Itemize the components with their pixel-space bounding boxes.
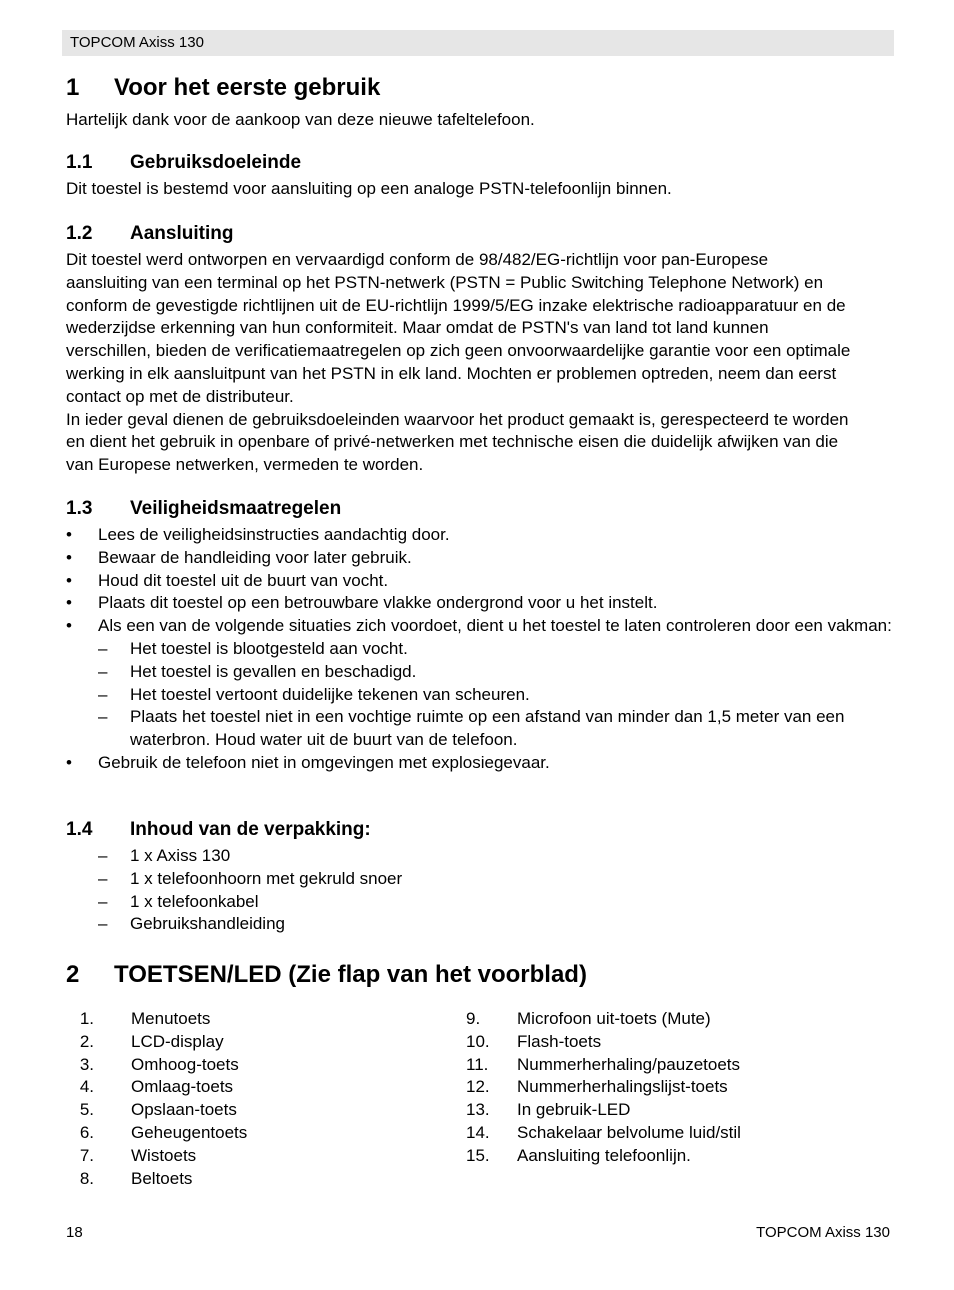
section-number: 1	[66, 74, 80, 101]
sub-list-item	[66, 638, 896, 661]
section-number: 2	[66, 961, 80, 988]
item-text: LCD-display	[131, 1031, 224, 1051]
list-item	[66, 524, 896, 547]
list-item-text: Plaats dit toestel op een betrouwbare vlakke ondergrond voor u het instelt.	[98, 593, 658, 613]
sub-list-item-text: Plaats het toestel niet in een vochtige ruimte op een afstand van minder dan 1,5 meter van een waterbron. Houd water uit de buurt van de telefoon.	[130, 707, 845, 750]
sub-list-item-text: 1 x telefoonkabel	[130, 891, 259, 911]
safety-list	[66, 524, 896, 775]
key-list-item	[452, 1031, 892, 1054]
bullet-icon: •	[66, 752, 72, 772]
bullet-icon: •	[66, 616, 72, 636]
page-number: 18	[66, 1224, 83, 1241]
item-number: 7.	[79, 1145, 94, 1165]
sub-list-item	[66, 706, 896, 752]
paragraph-line: Dit toestel werd ontworpen en vervaardigd conform de 98/482/EG-richtlijn voor pan-Europese	[66, 250, 769, 269]
item-number: 5.	[79, 1100, 94, 1120]
item-number: 15.	[466, 1145, 490, 1165]
subsection-number: 1.3	[66, 498, 93, 519]
item-text: Microfoon uit-toets (Mute)	[517, 1009, 711, 1028]
paragraph-line: werking in elk aansluitpunt van het PSTN in elk land. Mochten er problemen optreden, neem dan eerst	[66, 363, 837, 383]
key-list-item	[452, 1122, 892, 1145]
key-list-item	[66, 1168, 436, 1191]
dash-icon: –	[98, 846, 108, 865]
item-number: 12.	[466, 1077, 490, 1097]
paragraph-line: contact op met de distributeur.	[66, 386, 294, 406]
list-item	[66, 615, 896, 638]
keys-list-right	[452, 1008, 892, 1168]
item-number: 9.	[466, 1009, 481, 1028]
item-text: Omhoog-toets	[131, 1054, 239, 1074]
dash-icon: –	[98, 661, 108, 681]
key-list-item	[66, 1031, 436, 1054]
paragraph-line: conform de gevestigde richtlijnen uit de EU-richtlijn 1999/5/EG inzake elektrische radioapparatuur en de	[66, 295, 846, 315]
item-number: 4.	[79, 1077, 94, 1097]
item-text: Omlaag-toets	[131, 1077, 234, 1097]
bullet-icon: •	[66, 547, 72, 567]
sub-list-item-text: Het toestel vertoont duidelijke tekenen van scheuren.	[130, 684, 530, 704]
item-text: Flash-toets	[517, 1031, 602, 1051]
key-list-item	[66, 1099, 436, 1122]
item-number: 10.	[466, 1031, 490, 1051]
key-list-item	[66, 1122, 436, 1145]
list-item-text: Als een van de volgende situaties zich voordoet, dient u het toestel te laten controleren door een vakman:	[98, 616, 892, 636]
item-number: 2.	[79, 1031, 94, 1051]
key-list-item	[452, 1076, 892, 1099]
list-item-text: Bewaar de handleiding voor later gebruik.	[98, 547, 412, 567]
key-list-item	[452, 1008, 892, 1031]
section-1-intro: Hartelijk dank voor de aankoop van deze nieuwe tafeltelefoon.	[66, 110, 535, 129]
item-text: Opslaan-toets	[131, 1100, 237, 1120]
sub-list-item-text: 1 x Axiss 130	[130, 846, 231, 865]
key-list-item	[66, 1145, 436, 1168]
keys-list-left	[66, 1008, 436, 1190]
subsection-title: Aansluiting	[130, 223, 234, 244]
footer-title: TOPCOM Axiss 130	[756, 1224, 890, 1241]
sub-list-item	[66, 891, 896, 914]
list-item-text: Lees de veiligheidsinstructies aandachtig door.	[98, 525, 450, 544]
key-list-item	[66, 1054, 436, 1077]
sub-list-item	[66, 661, 896, 684]
item-text: Wistoets	[131, 1145, 197, 1165]
key-list-item	[452, 1145, 892, 1168]
item-number: 13.	[466, 1100, 490, 1120]
subsection-number: 1.1	[66, 152, 93, 173]
paragraph-line: aansluiting van een terminal op het PSTN-netwerk (PSTN = Public Switching Telephone Network) en	[66, 272, 824, 292]
package-contents-list	[66, 845, 896, 936]
subsection-1-2-text	[66, 249, 896, 477]
item-text: Geheugentoets	[131, 1122, 248, 1142]
item-number: 11.	[466, 1054, 489, 1074]
bullet-icon: •	[66, 525, 72, 544]
item-number: 1.	[79, 1009, 94, 1028]
bullet-icon: •	[66, 570, 72, 590]
list-item	[66, 547, 896, 570]
sub-list-item	[66, 868, 896, 891]
item-text: In gebruik-LED	[517, 1100, 631, 1120]
paragraph-line: en dient het gebruik in openbare of privé-netwerken met technische eisen die duidelijk afwijken van die	[66, 432, 839, 452]
list-item	[66, 570, 896, 593]
sub-list-item-text: Het toestel is blootgesteld aan vocht.	[130, 638, 408, 658]
list-item-text: Houd dit toestel uit de buurt van vocht.	[98, 570, 389, 590]
dash-icon: –	[98, 684, 108, 704]
paragraph-line: verschillen, bieden de verificatiemaatregelen op zich geen onvoorwaardelijke garantie voor een optimale	[66, 341, 851, 361]
dash-icon: –	[98, 891, 108, 911]
header-title: TOPCOM Axiss 130	[70, 34, 204, 51]
key-list-item	[452, 1054, 892, 1077]
paragraph-line: van Europese netwerken, vermeden te worden.	[66, 455, 424, 475]
item-text: Aansluiting telefoonlijn.	[517, 1145, 691, 1165]
item-number: 3.	[79, 1054, 94, 1074]
subsection-number: 1.2	[66, 223, 93, 244]
section-title: TOETSEN/LED (Zie flap van het voorblad)	[114, 961, 587, 988]
subsection-title: Veiligheidsmaatregelen	[130, 498, 342, 519]
sub-list-item-text: 1 x telefoonhoorn met gekruld snoer	[130, 868, 403, 888]
list-item-text: Gebruik de telefoon niet in omgevingen met explosiegevaar.	[98, 752, 550, 772]
sub-list-item	[66, 845, 896, 868]
item-text: Nummerherhaling/pauzetoets	[517, 1054, 741, 1074]
bullet-icon: •	[66, 593, 72, 613]
item-text: Nummerherhalingslijst-toets	[517, 1077, 728, 1097]
item-number: 6.	[79, 1122, 94, 1142]
key-list-item	[66, 1008, 436, 1031]
dash-icon: –	[98, 638, 108, 658]
item-number: 14.	[466, 1122, 490, 1142]
list-item	[66, 752, 896, 775]
dash-icon: –	[98, 914, 108, 934]
item-number: 8.	[79, 1168, 94, 1188]
paragraph-line: In ieder geval dienen de gebruiksdoeleinden waarvoor het product gemaakt is, gerespecteerd te worden	[66, 409, 849, 429]
list-item	[66, 592, 896, 615]
item-text: Menutoets	[131, 1009, 211, 1028]
section-title: Voor het eerste gebruik	[114, 74, 381, 101]
sub-list-item	[66, 913, 896, 936]
paragraph-line: wederzijdse erkenning van hun conformiteit. Maar omdat de PSTN's van land tot land kunnen	[66, 318, 769, 338]
key-list-item	[66, 1076, 436, 1099]
item-text: Beltoets	[131, 1168, 193, 1188]
sub-list-item-text: Gebruikshandleiding	[130, 914, 285, 934]
key-list-item	[452, 1099, 892, 1122]
subsection-title: Inhoud van de verpakking:	[130, 819, 371, 840]
sub-list-item-text: Het toestel is gevallen en beschadigd.	[130, 661, 417, 681]
dash-icon: –	[98, 868, 108, 888]
subsection-1-1-text: Dit toestel is bestemd voor aansluiting op een analoge PSTN-telefoonlijn binnen.	[66, 179, 672, 198]
sub-list-item	[66, 684, 896, 707]
dash-icon: –	[98, 707, 108, 727]
subsection-title: Gebruiksdoeleinde	[130, 152, 302, 173]
subsection-number: 1.4	[66, 819, 93, 840]
item-text: Schakelaar belvolume luid/stil	[517, 1122, 741, 1142]
running-header	[62, 30, 894, 56]
